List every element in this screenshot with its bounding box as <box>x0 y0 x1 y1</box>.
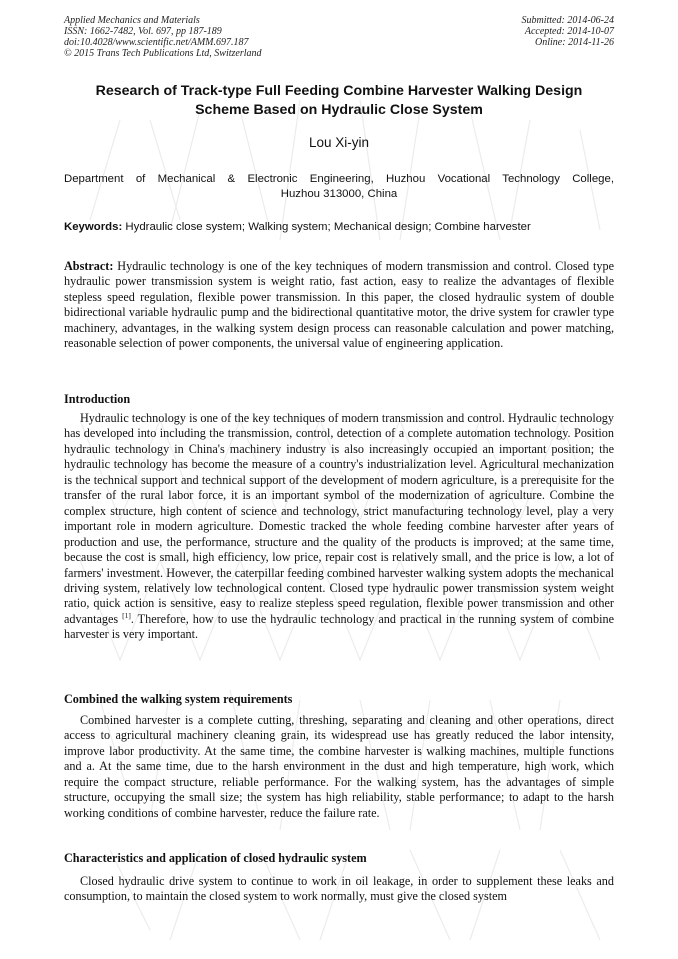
publication-dates <box>522 15 615 48</box>
copyright: © 2015 Trans Tech Publications Ltd, Switzerland <box>64 48 262 59</box>
issn: ISSN: 1662-7482, Vol. 697, pp 187-189 <box>64 26 222 37</box>
abstract <box>64 259 614 352</box>
citation-ref-1[interactable]: [1] <box>122 610 131 620</box>
keywords-text: Hydraulic close system; Walking system; Mechanical design; Combine harvester <box>122 221 531 233</box>
online-date: Online: 2014-11-26 <box>535 37 614 48</box>
submitted-date: Submitted: 2014-06-24 <box>521 15 614 26</box>
affiliation-line-2: Huzhou 313000, China <box>280 188 398 200</box>
section-heading-introduction: Introduction <box>64 392 131 406</box>
keywords <box>64 221 614 233</box>
paper-title <box>60 82 618 120</box>
doi: doi:10.4028/www.scientific.net/AMM.697.187 <box>64 37 249 48</box>
journal-info <box>64 15 262 59</box>
title-line-1: Research of Track-type Full Feeding Combine Harvester Walking Design <box>95 83 583 99</box>
requirements-paragraph: Combined harvester is a complete cutting, threshing, separating and cleaning and other operations, direct access to agricultural machinery cleaning grain, its widespread use has greatly reduced the labor intensity, improve labor productivity. At the same time, the combine harvester is walking machines, multiple functions and a. At the same time, due to the harsh environment in the dust and high temperature, high work, which require the compact structure, reliable performance. For the walking system, has the advantages of simple structure, occupying the small size; the system has high reliability, stable performance; to adapt to the harsh working conditions of combine harvester, reduce the failure rate. <box>64 713 614 820</box>
characteristics-paragraph: Closed hydraulic drive system to continue to work in oil leakage, in order to supplement these leaks and consumption, to maintain the closed system to work normally, must give the closed system <box>64 874 614 904</box>
author: Lou Xi-yin <box>308 135 370 150</box>
affiliation <box>64 172 614 202</box>
journal-name: Applied Mechanics and Materials <box>64 15 200 26</box>
keywords-label: Keywords: <box>64 221 123 233</box>
section-heading-characteristics: Characteristics and application of closed hydraulic system <box>64 851 367 865</box>
abstract-label: Abstract: <box>64 259 114 273</box>
accepted-date: Accepted: 2014-10-07 <box>524 26 614 37</box>
intro-text-end: . Therefore, how to use the hydraulic technology and practical in the running system of combine harvester is very important. <box>64 611 614 642</box>
section-heading-requirements: Combined the walking system requirements <box>64 692 293 706</box>
intro-text: Hydraulic technology is one of the key techniques of modern transmission and control. Hydraulic technology has developed into including the transmission, control, detection of a complete automation technology. Position hydraulic technology in China's machinery industry is also increasingly occupied an important position; the hydraulic technology has become the measure of a country's industrialization level. Agricultural mechanization is the technical support and technical support of the development of modern agriculture, is a prerequisite for the transfer of the rural labor force, it is an important symbol of the modernization of agriculture. Combine the complex structure, high content of science and technology, strict manufacturing technology level, play a very important role in modern agriculture. Domestic tracked the whole feeding combine harvester after years of production and use, the performance, structure and the quality of the products is improved; at the same time, because the cost is small, high efficiency, low price, repair cost is relatively small, and the price is low, a lot of farmers' investment. However, the caterpillar feeding combined harvester walking system adopts the mechanical driving system, relatively low technological content. Closed type hydraulic power transmission system weight ratio, quick action is sensitive, easy to realize stepless speed regulation, flexible power transmission and other advantages <box>64 411 614 626</box>
title-line-2: Scheme Based on Hydraulic Close System <box>195 102 483 118</box>
affiliation-line-1: Department of Mechanical & Electronic Engineering, Huzhou Vocational Technology College, <box>64 173 614 185</box>
abstract-text: Hydraulic technology is one of the key techniques of modern transmission and control. Closed type hydraulic power transmission system is weight ratio, fast action, easy to realize the advantages of flexible stepless speed regulation, flexible power transmission. In this paper, the closed hydraulic system of double bidirectional variable hydraulic pump and the bidirectional quantitative motor, the drive system for crawler type machinery, advantages, in the walking system design process can reasonable calculation and power matching, reasonable selection of power components, the universal value of engineering application. <box>64 259 614 351</box>
introduction-paragraph <box>64 411 614 643</box>
